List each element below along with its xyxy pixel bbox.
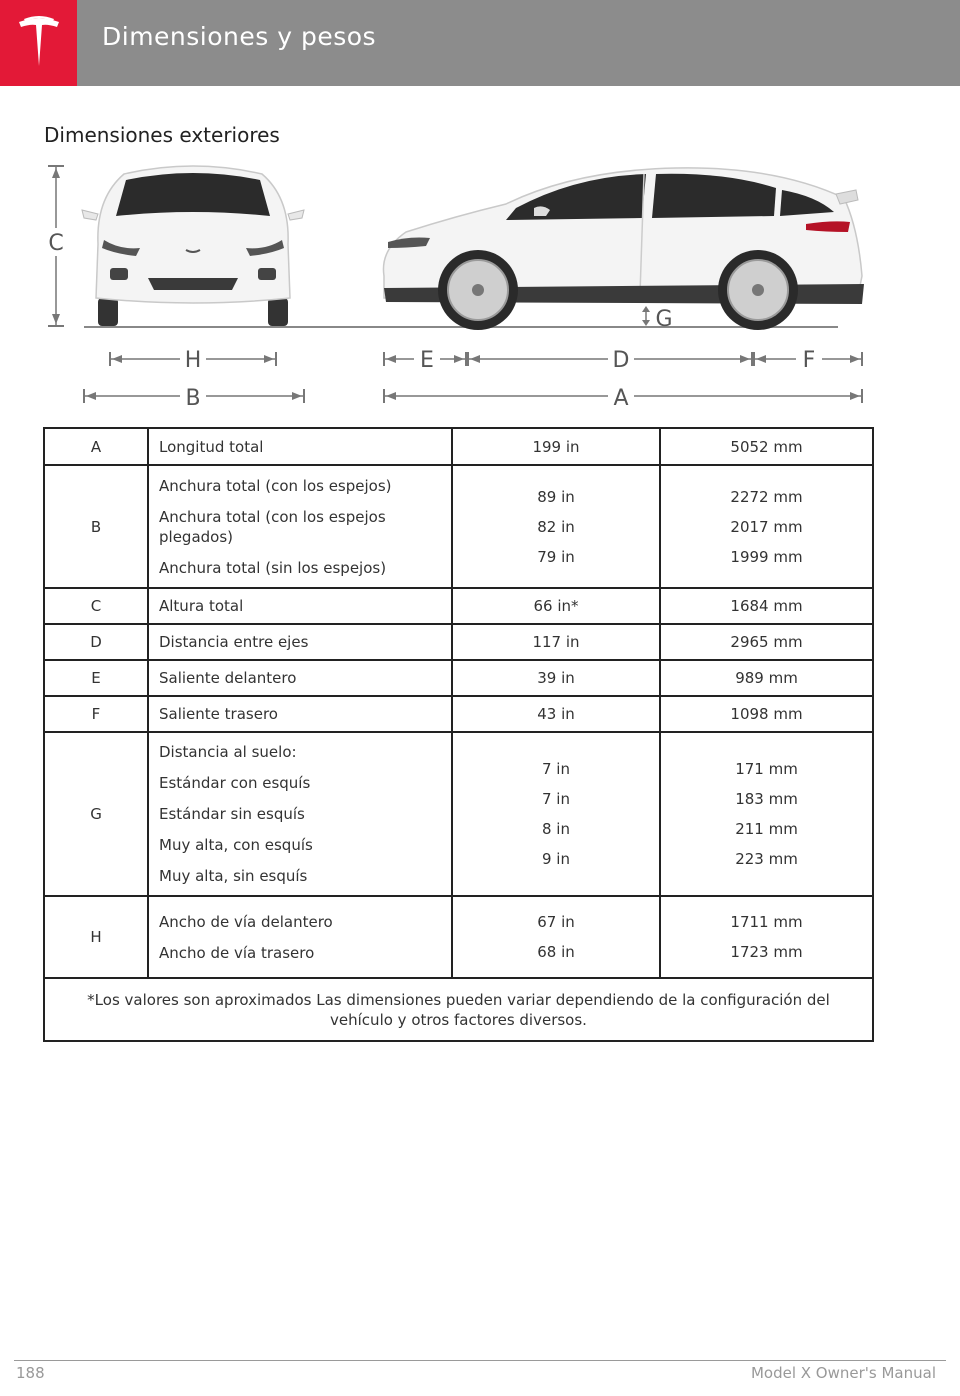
- label-g: G: [655, 307, 673, 332]
- dimension-millimeters: 5052 mm: [660, 428, 873, 465]
- dimension-letter: F: [44, 696, 148, 732]
- table-row: [44, 428, 873, 465]
- dimension-inches: 199 in: [452, 428, 660, 465]
- dimension-inches: 66 in*: [452, 588, 660, 624]
- label-h: H: [184, 348, 202, 373]
- page-number: 188: [16, 1364, 45, 1382]
- label-f: F: [802, 348, 816, 373]
- dimension-millimeters: 1684 mm: [660, 588, 873, 624]
- dimension-letter: H: [44, 896, 148, 978]
- front-view-car: [82, 166, 304, 326]
- footer-divider: [14, 1360, 946, 1361]
- tesla-logo-icon: [16, 16, 62, 70]
- section-title: Dimensiones exteriores: [44, 123, 280, 147]
- dimension-letter: A: [44, 428, 148, 465]
- table-row: [44, 732, 873, 896]
- label-a: A: [613, 386, 629, 411]
- dimension-description: Saliente trasero: [148, 696, 452, 732]
- table-note-row: [44, 978, 873, 1041]
- dimension-letter: D: [44, 624, 148, 660]
- table-row: [44, 660, 873, 696]
- tesla-logo: [0, 0, 77, 86]
- dimension-millimeters: 171 mm 183 mm 211 mm 223 mm: [660, 732, 873, 896]
- label-b: B: [185, 386, 201, 411]
- dimension-description: Distancia al suelo: Estándar con esquís Estándar sin esquís Muy alta, con esquís Muy alta, sin esquís: [148, 732, 452, 896]
- dimension-description: Distancia entre ejes: [148, 624, 452, 660]
- dimension-millimeters: 989 mm: [660, 660, 873, 696]
- dimension-millimeters: 2965 mm: [660, 624, 873, 660]
- vehicle-dimensions-diagram: [36, 158, 876, 414]
- dimension-h: [110, 346, 276, 373]
- page-header: [0, 0, 960, 86]
- table-row: [44, 465, 873, 588]
- dimension-g: [642, 306, 673, 332]
- dimension-letter: B: [44, 465, 148, 588]
- dimension-inches: 7 in 7 in 8 in 9 in: [452, 732, 660, 896]
- side-view-car: [383, 168, 864, 330]
- dimension-d: [468, 346, 752, 373]
- page-title: Dimensiones y pesos: [102, 22, 377, 51]
- dimension-description: Saliente delantero: [148, 660, 452, 696]
- dimension-letter: C: [44, 588, 148, 624]
- dimension-inches: 43 in: [452, 696, 660, 732]
- table-row: [44, 588, 873, 624]
- dimensions-table: [43, 427, 874, 1042]
- table-footnote: *Los valores son aproximados Las dimensiones pueden variar dependiendo de la configuración del vehículo y otros factores diversos.: [44, 978, 873, 1041]
- dimension-f: [754, 346, 862, 373]
- label-e: E: [420, 348, 434, 373]
- dimension-millimeters: 1098 mm: [660, 696, 873, 732]
- dimension-description: Anchura total (con los espejos) Anchura total (con los espejos plegados) Anchura total (sin los espejos): [148, 465, 452, 588]
- dimension-inches: 89 in 82 in 79 in: [452, 465, 660, 588]
- dimension-a: [384, 384, 862, 411]
- dimension-description: Altura total: [148, 588, 452, 624]
- dimension-description: Ancho de vía delantero Ancho de vía trasero: [148, 896, 452, 978]
- dimension-b: [84, 384, 304, 411]
- dimension-letter: E: [44, 660, 148, 696]
- table-row: [44, 624, 873, 660]
- manual-name: Model X Owner's Manual: [750, 1364, 936, 1382]
- label-c: C: [48, 231, 64, 256]
- dimension-millimeters: 1711 mm 1723 mm: [660, 896, 873, 978]
- dimension-letter: G: [44, 732, 148, 896]
- dimension-description: Longitud total: [148, 428, 452, 465]
- dimension-inches: 39 in: [452, 660, 660, 696]
- dimension-e: [384, 346, 466, 373]
- dimension-inches: 117 in: [452, 624, 660, 660]
- label-d: D: [612, 348, 630, 373]
- table-row: [44, 896, 873, 978]
- dimension-inches: 67 in 68 in: [452, 896, 660, 978]
- dimension-millimeters: 2272 mm 2017 mm 1999 mm: [660, 465, 873, 588]
- dimension-c: [44, 166, 68, 326]
- table-row: [44, 696, 873, 732]
